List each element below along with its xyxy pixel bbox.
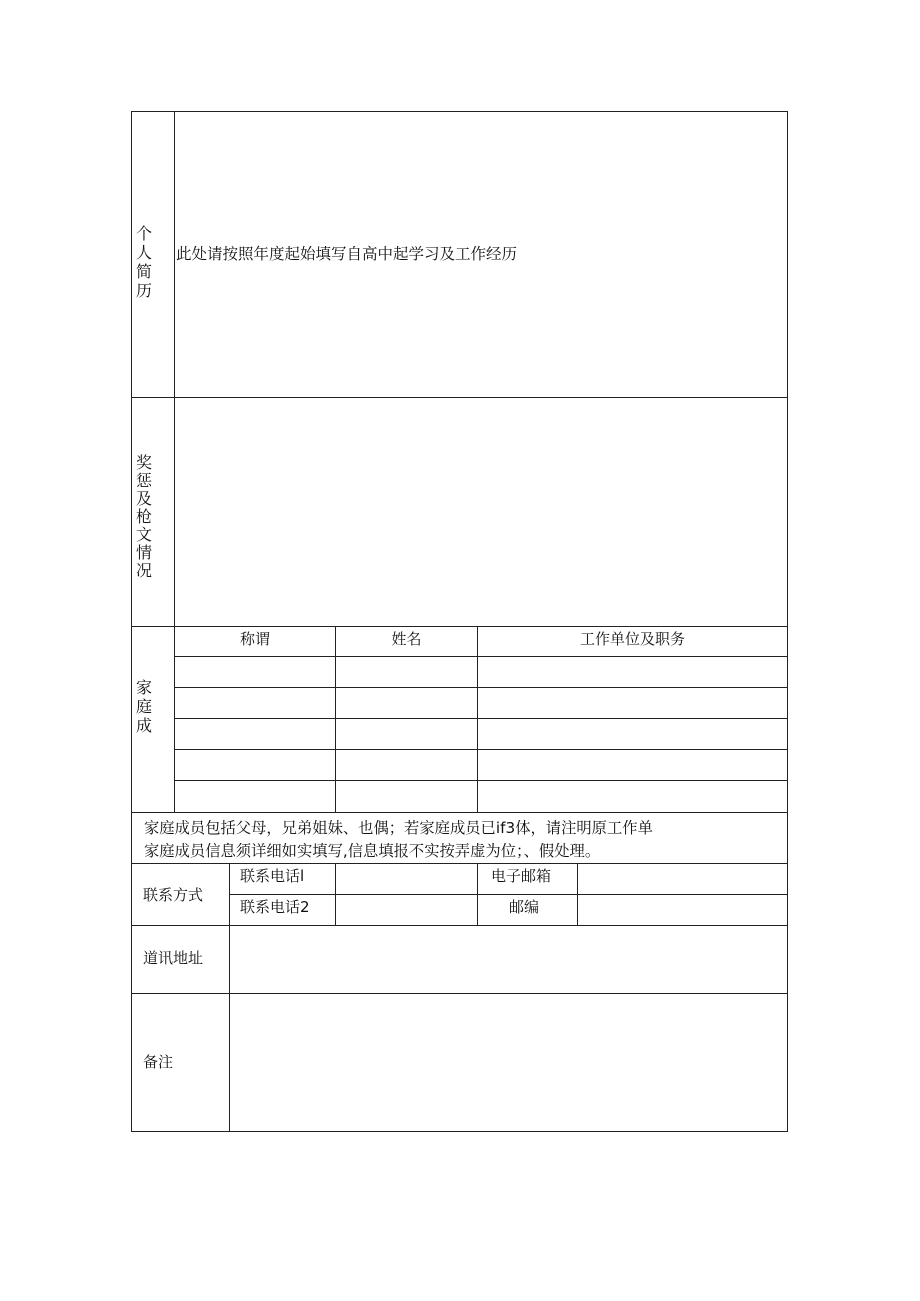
email-input[interactable] xyxy=(578,864,787,894)
family-note-line2: 家庭成员信息须详细如实填写,信息填报不实按弄虚为位；、假处理。 xyxy=(144,842,601,860)
form-left-border xyxy=(131,111,132,1132)
phone1-label: 联系电话l xyxy=(240,867,305,885)
family-cell[interactable] xyxy=(175,781,335,812)
phone2-label: 联系电话2 xyxy=(240,898,310,916)
family-header-relation: 称谓 xyxy=(239,630,270,648)
awards-input[interactable] xyxy=(176,399,786,625)
remarks-input[interactable] xyxy=(230,994,787,1131)
family-label: 家庭成 xyxy=(135,678,152,735)
family-cell[interactable] xyxy=(175,657,335,687)
email-label: 电子邮箱 xyxy=(491,867,552,885)
family-cell[interactable] xyxy=(175,750,335,780)
family-cell[interactable] xyxy=(336,781,477,812)
family-cell[interactable] xyxy=(478,657,787,687)
family-bottom-border xyxy=(131,812,788,813)
phone2-input[interactable] xyxy=(336,895,477,925)
family-note-line1: 家庭成员包括父母，兄弟姐妹、也偶；若家庭成员已if3体，请注明原工作单 xyxy=(144,819,653,837)
address-input[interactable] xyxy=(230,926,787,993)
zip-label: 邮编 xyxy=(509,898,540,916)
zip-input[interactable] xyxy=(578,895,787,925)
family-cell[interactable] xyxy=(175,719,335,749)
awards-label: 奖惩及枪文情况 xyxy=(135,453,152,580)
family-header-name: 姓名 xyxy=(391,630,422,648)
resume-bottom-border xyxy=(131,397,788,398)
form-top-border xyxy=(131,111,788,112)
family-cell[interactable] xyxy=(336,719,477,749)
family-cell[interactable] xyxy=(478,719,787,749)
family-cell[interactable] xyxy=(478,688,787,718)
family-cell[interactable] xyxy=(478,781,787,812)
form-right-border xyxy=(787,111,788,1132)
phone1-input[interactable] xyxy=(336,864,477,894)
family-header-employer: 工作单位及职务 xyxy=(579,630,685,648)
family-cell[interactable] xyxy=(336,750,477,780)
family-cell[interactable] xyxy=(175,688,335,718)
awards-bottom-border xyxy=(131,626,788,627)
address-label: 道讯地址 xyxy=(143,949,204,967)
remarks-label: 备注 xyxy=(143,1053,174,1071)
resume-label: 个人简历 xyxy=(135,224,152,300)
contact-label: 联系方式 xyxy=(143,886,204,904)
family-cell[interactable] xyxy=(478,750,787,780)
contact-col-divider xyxy=(477,863,478,926)
family-cell[interactable] xyxy=(336,657,477,687)
family-cell[interactable] xyxy=(336,688,477,718)
resume-hint: 此处请按照年度起始填写自高中起学习及工作经历 xyxy=(176,245,518,263)
